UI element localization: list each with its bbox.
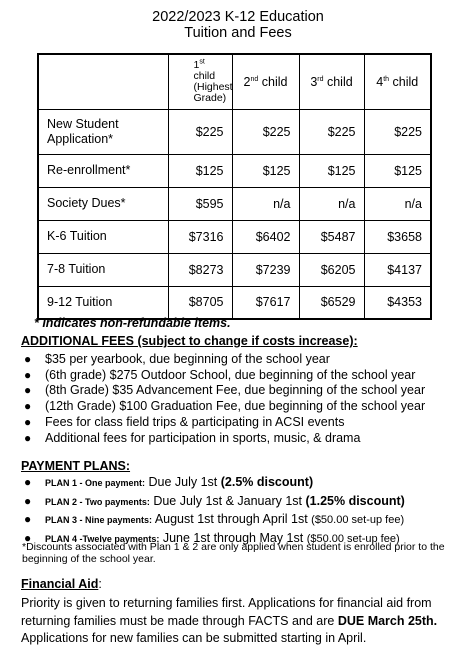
list-item: ● Additional fees for participation in sports, music, & drama [24,430,361,445]
list-item: ● (6th grade) $275 Outdoor School, due beginning of the school year [24,367,416,382]
row-label: Society Dues* [38,187,168,220]
table-cell: $595 [168,187,232,220]
bullet-icon: ● [24,493,32,508]
table-cell: $6529 [299,286,364,319]
discount-disclaimer: *Discounts associated with Plan 1 & 2 are only applied when student is enrolled prior to the beginning of the school year. [22,541,445,565]
row-label: 9-12 Tuition [38,286,168,319]
table-row [38,187,431,220]
row-label: Re-enrollment* [38,154,168,187]
table-row [38,154,431,187]
table-cell: $125 [364,154,431,187]
list-item: ● PLAN 3 - Nine payments: August 1st through April 1st ($50.00 set-up fee) [23,511,405,530]
table-cell: $125 [299,154,364,187]
table-cell: $7316 [168,220,232,253]
non-refundable-note: * Indicates non-refundable items. [34,316,231,330]
bullet-icon: ● [24,512,32,526]
list-item: ● (12th Grade) $100 Graduation Fee, due beginning of the school year [24,399,426,414]
list-item: ● PLAN 4 -Twelve payments: June 1st through May 1st ($50.00 set-up fee) [23,530,405,549]
table-cell: $5487 [299,220,364,253]
table-cell: $7617 [232,286,299,319]
table-cell: $225 [299,109,364,154]
payment-plans-list [23,474,405,548]
bullet-icon: ● [24,352,32,366]
additional-fees-heading: ADDITIONAL FEES (subject to change if costs increase): [21,334,358,348]
column-header-1st-child: 1st child (Highest Grade) [168,54,232,109]
column-header-3rd-child: 3rd child [299,54,364,109]
payment-plans-heading: PAYMENT PLANS: [21,459,131,473]
list-item: ● (8th Grade) $35 Advancement Fee, due beginning of the school year [24,383,426,398]
table-cell: $225 [364,109,431,154]
bullet-icon: ● [24,475,32,489]
table-cell: $225 [168,109,232,154]
table-cell: $125 [168,154,232,187]
table-cell: $8273 [168,253,232,286]
row-label: K-6 Tuition [38,220,168,253]
table-cell: $6205 [299,253,364,286]
bullet-icon: ● [24,367,32,382]
table-cell: $4353 [364,286,431,319]
bullet-icon: ● [24,399,32,414]
row-label: 7-8 Tuition [38,253,168,286]
additional-fees-list [23,352,425,446]
list-item: ● $35 per yearbook, due beginning of the school year [24,352,330,366]
table-cell: $3658 [364,220,431,253]
page-title [0,9,476,41]
title-line-1: 2022/2023 K-12 Education [152,9,324,25]
table-cell: n/a [232,187,299,220]
table-cell: $125 [232,154,299,187]
list-item: ● Fees for class field trips & participating in ACSI events [24,414,345,429]
bullet-icon: ● [24,530,32,545]
financial-aid-body: Priority is given to returning families first. Applications for financial aid from returning families must be made through FACTS and are DUE March 25th. Applications for new families can be submitted starting in April. [21,596,438,645]
column-header-2nd-child: 2nd child [232,54,299,109]
bullet-icon: ● [24,383,32,398]
table-row [38,286,431,319]
table-cell: $8705 [168,286,232,319]
table-cell: n/a [299,187,364,220]
table-cell: $4137 [364,253,431,286]
table-cell: $7239 [232,253,299,286]
tuition-table [37,53,432,320]
financial-aid-heading: Financial Aid: [21,577,102,591]
column-header-4th-child: 4th child [364,54,431,109]
header-empty-cell [38,54,168,109]
table-row [38,253,431,286]
row-label: New Student Application* [38,109,168,154]
title-line-2: Tuition and Fees [184,25,292,41]
bullet-icon: ● [24,414,32,429]
table-cell: n/a [364,187,431,220]
list-item: ● PLAN 1 - One payment: Due July 1st (2.5% discount) [23,474,405,493]
table-row [38,220,431,253]
list-item: ● PLAN 2 - Two payments: Due July 1st & January 1st (1.25% discount) [23,493,405,512]
table-cell: $225 [232,109,299,154]
bullet-icon: ● [24,430,32,445]
table-header-row [38,54,431,109]
table-row [38,109,431,154]
table-cell: $6402 [232,220,299,253]
